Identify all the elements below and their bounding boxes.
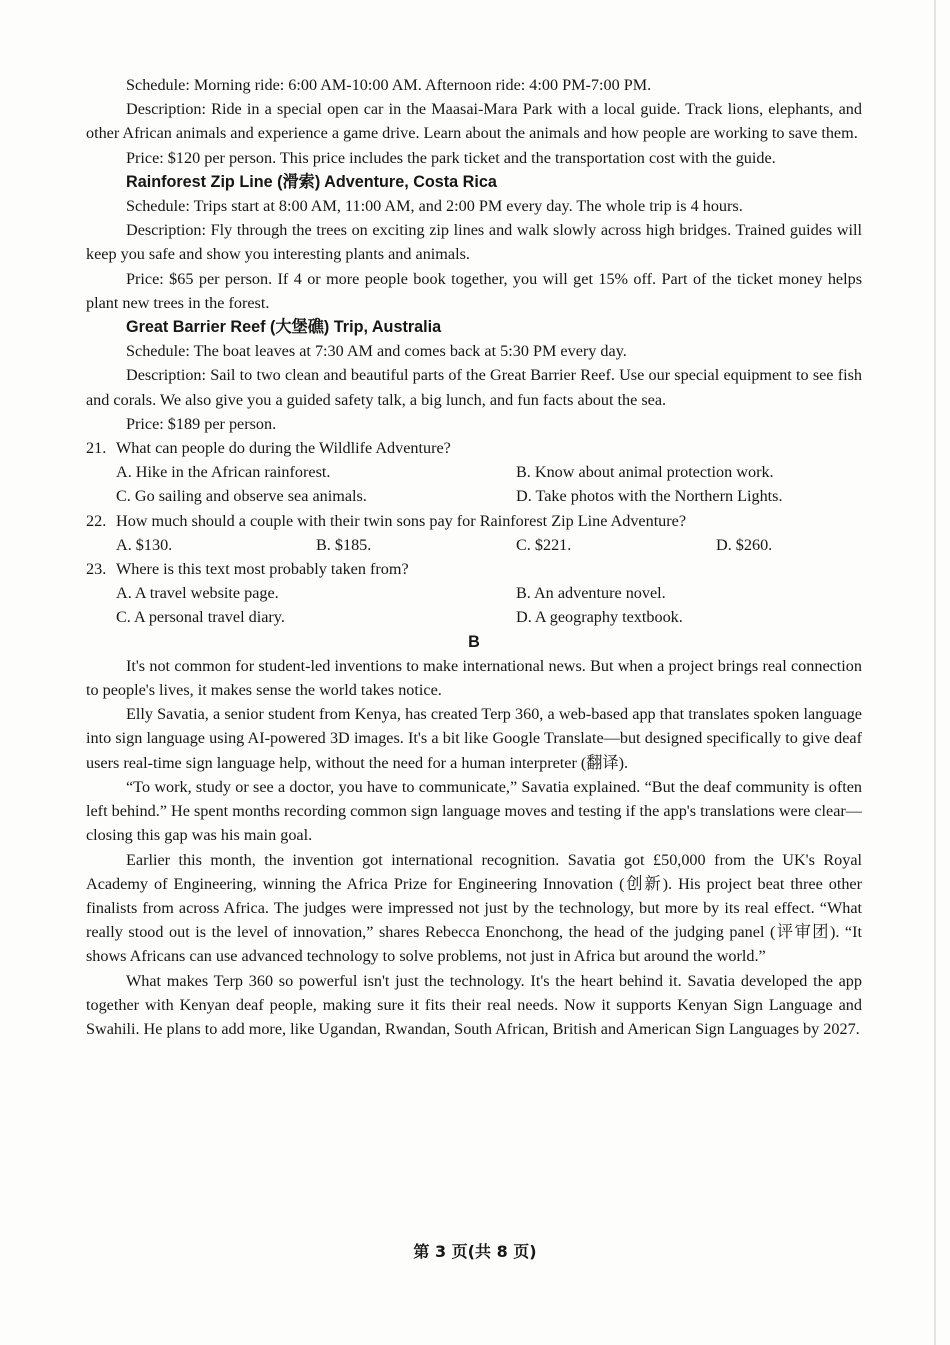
question-21 [86, 436, 862, 509]
zipline-schedule: Schedule: Trips start at 8:00 AM, 11:00 AM, and 2:00 PM every day. The whole trip is 4 hours. [126, 197, 743, 216]
question-text: How much should a couple with their twin sons pay for Rainforest Zip Line Adventure? [116, 511, 687, 530]
section-b-label: B [468, 632, 480, 651]
options [86, 581, 862, 629]
option-d[interactable]: D. Take photos with the Northern Lights. [516, 487, 783, 506]
option-c[interactable]: C. $221. [516, 535, 572, 554]
passage-b-paragraph: It's not common for student-led inventions to make international news. But when a project brings real connection to people's lives, it makes sense the world takes notice. [86, 656, 862, 700]
option-d[interactable]: D. $260. [716, 535, 773, 554]
option-b[interactable]: B. Know about animal protection work. [516, 463, 774, 482]
page-content [86, 73, 862, 1041]
reef-schedule: Schedule: The boat leaves at 7:30 AM and comes back at 5:30 PM every day. [126, 342, 627, 361]
option-c[interactable]: C. Go sailing and observe sea animals. [116, 487, 367, 506]
page-number-footer: 第 3 页(共 8 页) [413, 1242, 537, 1261]
option-a[interactable]: A. Hike in the African rainforest. [116, 463, 331, 482]
question-22 [86, 509, 862, 557]
options [86, 533, 862, 557]
passage-b-paragraph: Elly Savatia, a senior student from Kenya, has created Terp 360, a web-based app that translates spoken language into sign language using AI-powered 3D images. It's a bit like Google Translate—but designed specifically to give deaf users real-time sign language help, without the need for a human interpreter (翻译). [86, 705, 862, 772]
zipline-heading: Rainforest Zip Line (滑索) Adventure, Costa Rica [126, 172, 497, 191]
question-23 [86, 557, 862, 630]
option-b[interactable]: B. An adventure novel. [516, 584, 666, 603]
reef-description: Description: Sail to two clean and beautiful parts of the Great Barrier Reef. Use our special equipment to see fish and corals. We also give you a guided safety talk, a big lunch, and fun facts about the sea. [86, 366, 862, 409]
wildlife-price: Price: $120 per person. This price includes the park ticket and the transportation cost with the guide. [126, 148, 776, 167]
options [86, 460, 862, 508]
question-number: 22. [86, 511, 107, 530]
option-d[interactable]: D. A geography textbook. [516, 608, 683, 627]
question-text: Where is this text most probably taken from? [116, 560, 409, 579]
option-a[interactable]: A. $130. [116, 535, 173, 554]
zipline-price: Price: $65 per person. If 4 or more people book together, you will get 15% off. Part of the ticket money helps plant new trees in the forest. [86, 269, 862, 312]
reef-price: Price: $189 per person. [126, 414, 277, 433]
reef-heading: Great Barrier Reef (大堡礁) Trip, Australia [126, 318, 442, 337]
passage-b-paragraph: “To work, study or see a doctor, you have to communicate,” Savatia explained. “But the deaf community is often left behind.” He spent months recording common sign language moves and testing if the app's translations were clear—closing this gap was his main goal. [86, 777, 862, 845]
passage-b-paragraph: What makes Terp 360 so powerful isn't just the technology. It's the heart behind it. Savatia developed the app together with Kenyan deaf people, making sure it fits their real needs. Now it supports Kenyan Sign Language and Swahili. He plans to add more, like Ugandan, Rwandan, South African, British and American Sign Languages by 2027. [86, 971, 862, 1038]
page-edge-line [934, 0, 936, 1345]
option-b[interactable]: B. $185. [316, 535, 372, 554]
question-text: What can people do during the Wildlife Adventure? [116, 439, 451, 458]
question-number: 23. [86, 560, 107, 579]
zipline-description: Description: Fly through the trees on exciting zip lines and walk slowly across high bridges. Trained guides will keep you safe and show you interesting plants and animals. [86, 221, 862, 264]
wildlife-description: Description: Ride in a special open car in the Maasai-Mara Park with a local guide. Track lions, elephants, and other African animals and experience a game drive. Learn about the animals and how people are working to save them. [86, 100, 862, 143]
option-c[interactable]: C. A personal travel diary. [116, 608, 285, 627]
passage-b-paragraph: Earlier this month, the invention got international recognition. Savatia got £50,000 from the UK's Royal Academy of Engineering, winning the Africa Prize for Engineering Innovation (创新). His project beat three other finalists from across Africa. The judges were impressed not just by the technology, but more by its real effect. “What really stood out is the level of innovation,” shares Rebecca Enonchong, the head of the judging panel (评审团). “It shows Africans can use advanced technology to solve problems, not just in Africa but around the world.” [86, 850, 862, 966]
wildlife-schedule: Schedule: Morning ride: 6:00 AM-10:00 AM. Afternoon ride: 4:00 PM-7:00 PM. [126, 76, 652, 94]
question-number: 21. [86, 439, 107, 458]
option-a[interactable]: A. A travel website page. [116, 584, 279, 603]
